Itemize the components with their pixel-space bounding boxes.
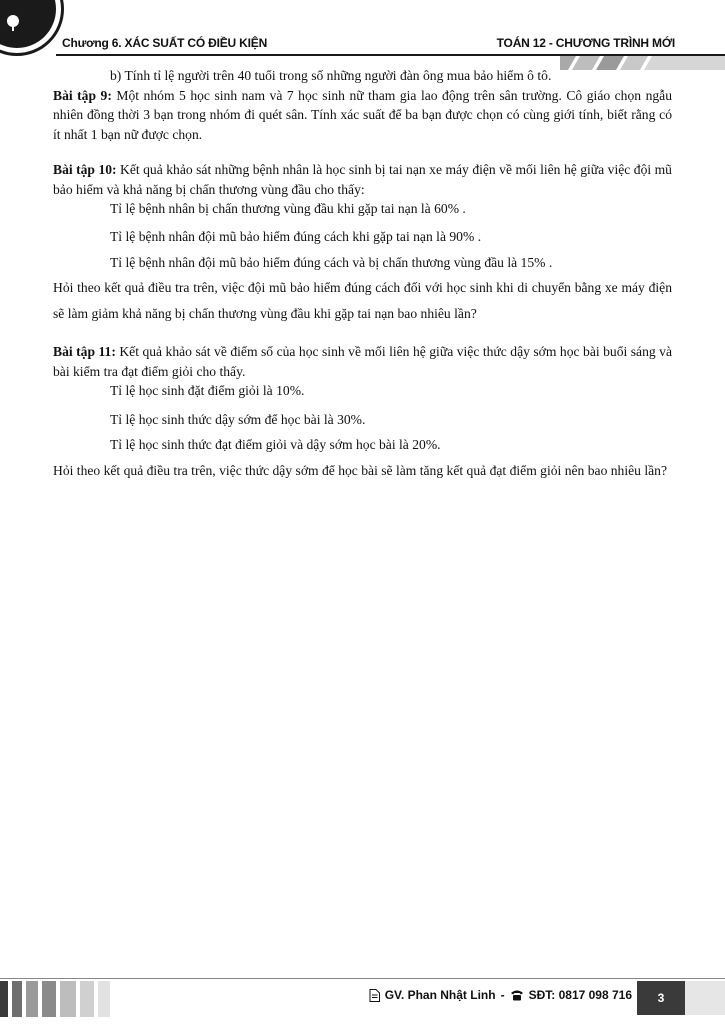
document-body bbox=[53, 66, 672, 483]
exercise-10-label: Bài tập 10: bbox=[53, 162, 117, 177]
exercise-9-text: Một nhóm 5 học sinh nam và 7 học sinh nữ tham gia lao động trên sân trường. Cô giáo chọn ngẫu nhiên đồng thời 3 bạn trong nhóm đi quét sân. Tính xác suất để ba bạn được chọn có cùng giới tính, biết rằng có ít nhất 1 bạn nữ được chọn. bbox=[53, 87, 673, 142]
page-number: 3 bbox=[637, 981, 685, 1015]
previous-item-b: b) Tính tỉ lệ người trên 40 tuổi trong số những người đàn ông mua bảo hiểm ô tô. bbox=[110, 68, 552, 83]
footer-right-bar bbox=[685, 981, 725, 1015]
exercise-11-question: Hỏi theo kết quả điều tra trên, việc thức dậy sớm để học bài sẽ làm tăng kết quả đạt điểm giỏi nên bao nhiêu lần? bbox=[53, 462, 668, 478]
chapter-title: Chương 6. XÁC SUẤT CÓ ĐIỀU KIỆN bbox=[62, 36, 268, 50]
course-title: TOÁN 12 - CHƯƠNG TRÌNH MỚI bbox=[496, 36, 675, 50]
exercise-11-item-3: Tỉ lệ học sinh thức đạt điểm giỏi và dậy sớm học bài là 20%. bbox=[110, 437, 441, 452]
exercise-11-label: Bài tập 11: bbox=[53, 344, 116, 359]
exercise-10-question: Hỏi theo kết quả điều tra trên, việc đội mũ bảo hiểm đúng cách đối với học sinh khi di chuyển bằng xe máy điện sẽ làm giảm khả năng bị chấn thương vùng đầu khi gặp tai nạn bao nhiêu lần? bbox=[53, 280, 672, 321]
footer-info bbox=[369, 988, 632, 1002]
document-icon bbox=[369, 989, 380, 1002]
exercise-9 bbox=[53, 86, 672, 145]
exercise-11-text: Kết quả khảo sát về điểm số của học sinh về mối liên hệ giữa việc thức dậy sớm học bài buổi sáng và bài kiểm tra đạt điểm giỏi cho thấy. bbox=[53, 344, 672, 379]
exercise-10-text: Kết quả khảo sát những bệnh nhân là học sinh bị tai nạn xe máy điện về mối liên hệ giữa việc đội mũ bảo hiểm và khả năng bị chấn thương vùng đầu cho thấy: bbox=[53, 162, 672, 197]
exercise-11-item-2: Tỉ lệ học sinh thức dậy sớm để học bài là 30%. bbox=[110, 411, 366, 427]
author-name: GV. Phan Nhật Linh bbox=[384, 988, 496, 1002]
phone-number: SĐT: 0817 098 716 bbox=[528, 988, 632, 1002]
exercise-10-item-1: Tỉ lệ bệnh nhân bị chấn thương vùng đầu khi gặp tai nạn là 60% . bbox=[110, 201, 466, 216]
footer-separator: - bbox=[500, 988, 505, 1002]
exercise-11 bbox=[53, 342, 672, 381]
exercise-11-item-1: Tỉ lệ học sinh đặt điểm giỏi là 10%. bbox=[110, 383, 305, 398]
footer-bars bbox=[0, 981, 120, 1017]
exercise-10 bbox=[53, 160, 672, 199]
phone-icon bbox=[510, 989, 524, 1001]
tree-icon bbox=[4, 14, 22, 32]
footer-divider bbox=[0, 978, 725, 979]
exercise-10-item-2: Tỉ lệ bệnh nhân đội mũ bảo hiểm đúng cách khi gặp tai nạn là 90% . bbox=[110, 229, 482, 244]
exercise-9-label: Bài tập 9: bbox=[53, 87, 112, 103]
exercise-10-item-3: Tỉ lệ bệnh nhân đội mũ bảo hiểm đúng cách và bị chấn thương vùng đầu là 15% . bbox=[110, 254, 553, 270]
